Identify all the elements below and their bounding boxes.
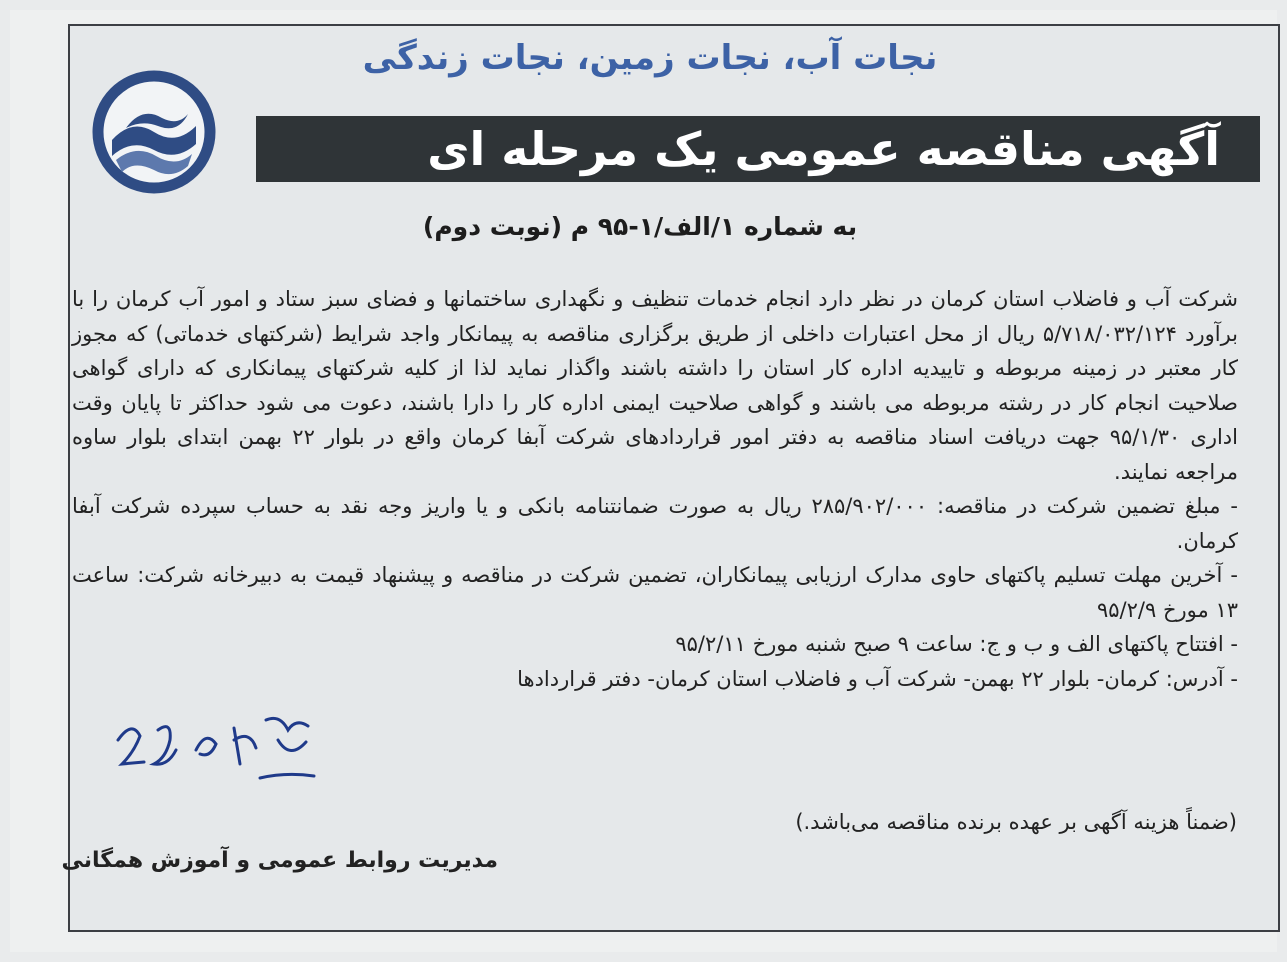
- handwritten-note: [110, 700, 330, 790]
- guarantee-item: - مبلغ تضمین شرکت در مناقصه: ۲۸۵/۹۰۲/۰۰۰ ریال به صورت ضمانتنامه بانکی و یا واریز وجه نقد به حساب سپرده شرکت آبفا کرمان.: [72, 494, 1238, 553]
- ad-title: آگهی مناقصه عمومی یک مرحله ای: [427, 122, 1220, 176]
- tender-number: به شماره ۱/الف/۱-۹۵ م (نوبت دوم): [422, 212, 858, 241]
- signature: مدیریت روابط عمومی و آموزش همگانی: [61, 848, 498, 873]
- ad-body: [72, 282, 1238, 696]
- title-banner: [256, 116, 1260, 182]
- intro-paragraph: شرکت آب و فاضلاب استان کرمان در نظر دارد انجام خدمات تنظیف و نگهداری ساختمانها و فضای سبز ستاد و امور آب کرمان را با برآورد ۵/۷۱۸/۰۳۲/۱۲۴ ریال از محل اعتبارات داخلی از طریق برگزاری مناقصه به پیمانکار واجد شرایط (شرکتهای خدماتی) که مجوز کار معتبر در زمینه مربوطه و تاییدیه اداره کار استان را داشته باشند واگذار نماید لذا از کلیه شرکتهای پیمانکاری که دارای گواهی صلاحیت انجام کار در رشته مربوطه می باشند و گواهی صلاحیت ایمنی اداره کار را دارا باشند، دعوت می شود حداکثر تا پایان وقت اداری ۹۵/۱/۳۰ جهت دریافت اسناد مناقصه به دفتر امور قراردادهای شرکت آبفا کرمان واقع در بلوار ۲۲ بهمن ابتدای بلوار ساوه مراجعه نمایند.: [72, 287, 1239, 484]
- address-item: - آدرس: کرمان- بلوار ۲۲ بهمن- شرکت آب و فاضلاب استان کرمان- دفتر قراردادها: [517, 666, 1238, 691]
- slogan: نجات آب، نجات زمین، نجات زندگی: [362, 38, 938, 78]
- opening-item: - افتتاح پاکتهای الف و ب و ج: ساعت ۹ صبح شنبه مورخ ۹۵/۲/۱۱: [675, 632, 1238, 656]
- footnote: (ضمناً هزینه آگهی بر عهده برنده مناقصه می‌باشد.): [795, 810, 1237, 834]
- water-wave-logo-icon: [92, 70, 216, 194]
- deadline-item: - آخرین مهلت تسلیم پاکتهای حاوی مدارک ارزیابی پیمانکاران، تضمین شرکت در مناقصه و پیشنهاد قیمت به دبیرخانه شرکت: ساعت ۱۳ مورخ ۹۵/۲/۹: [72, 563, 1238, 622]
